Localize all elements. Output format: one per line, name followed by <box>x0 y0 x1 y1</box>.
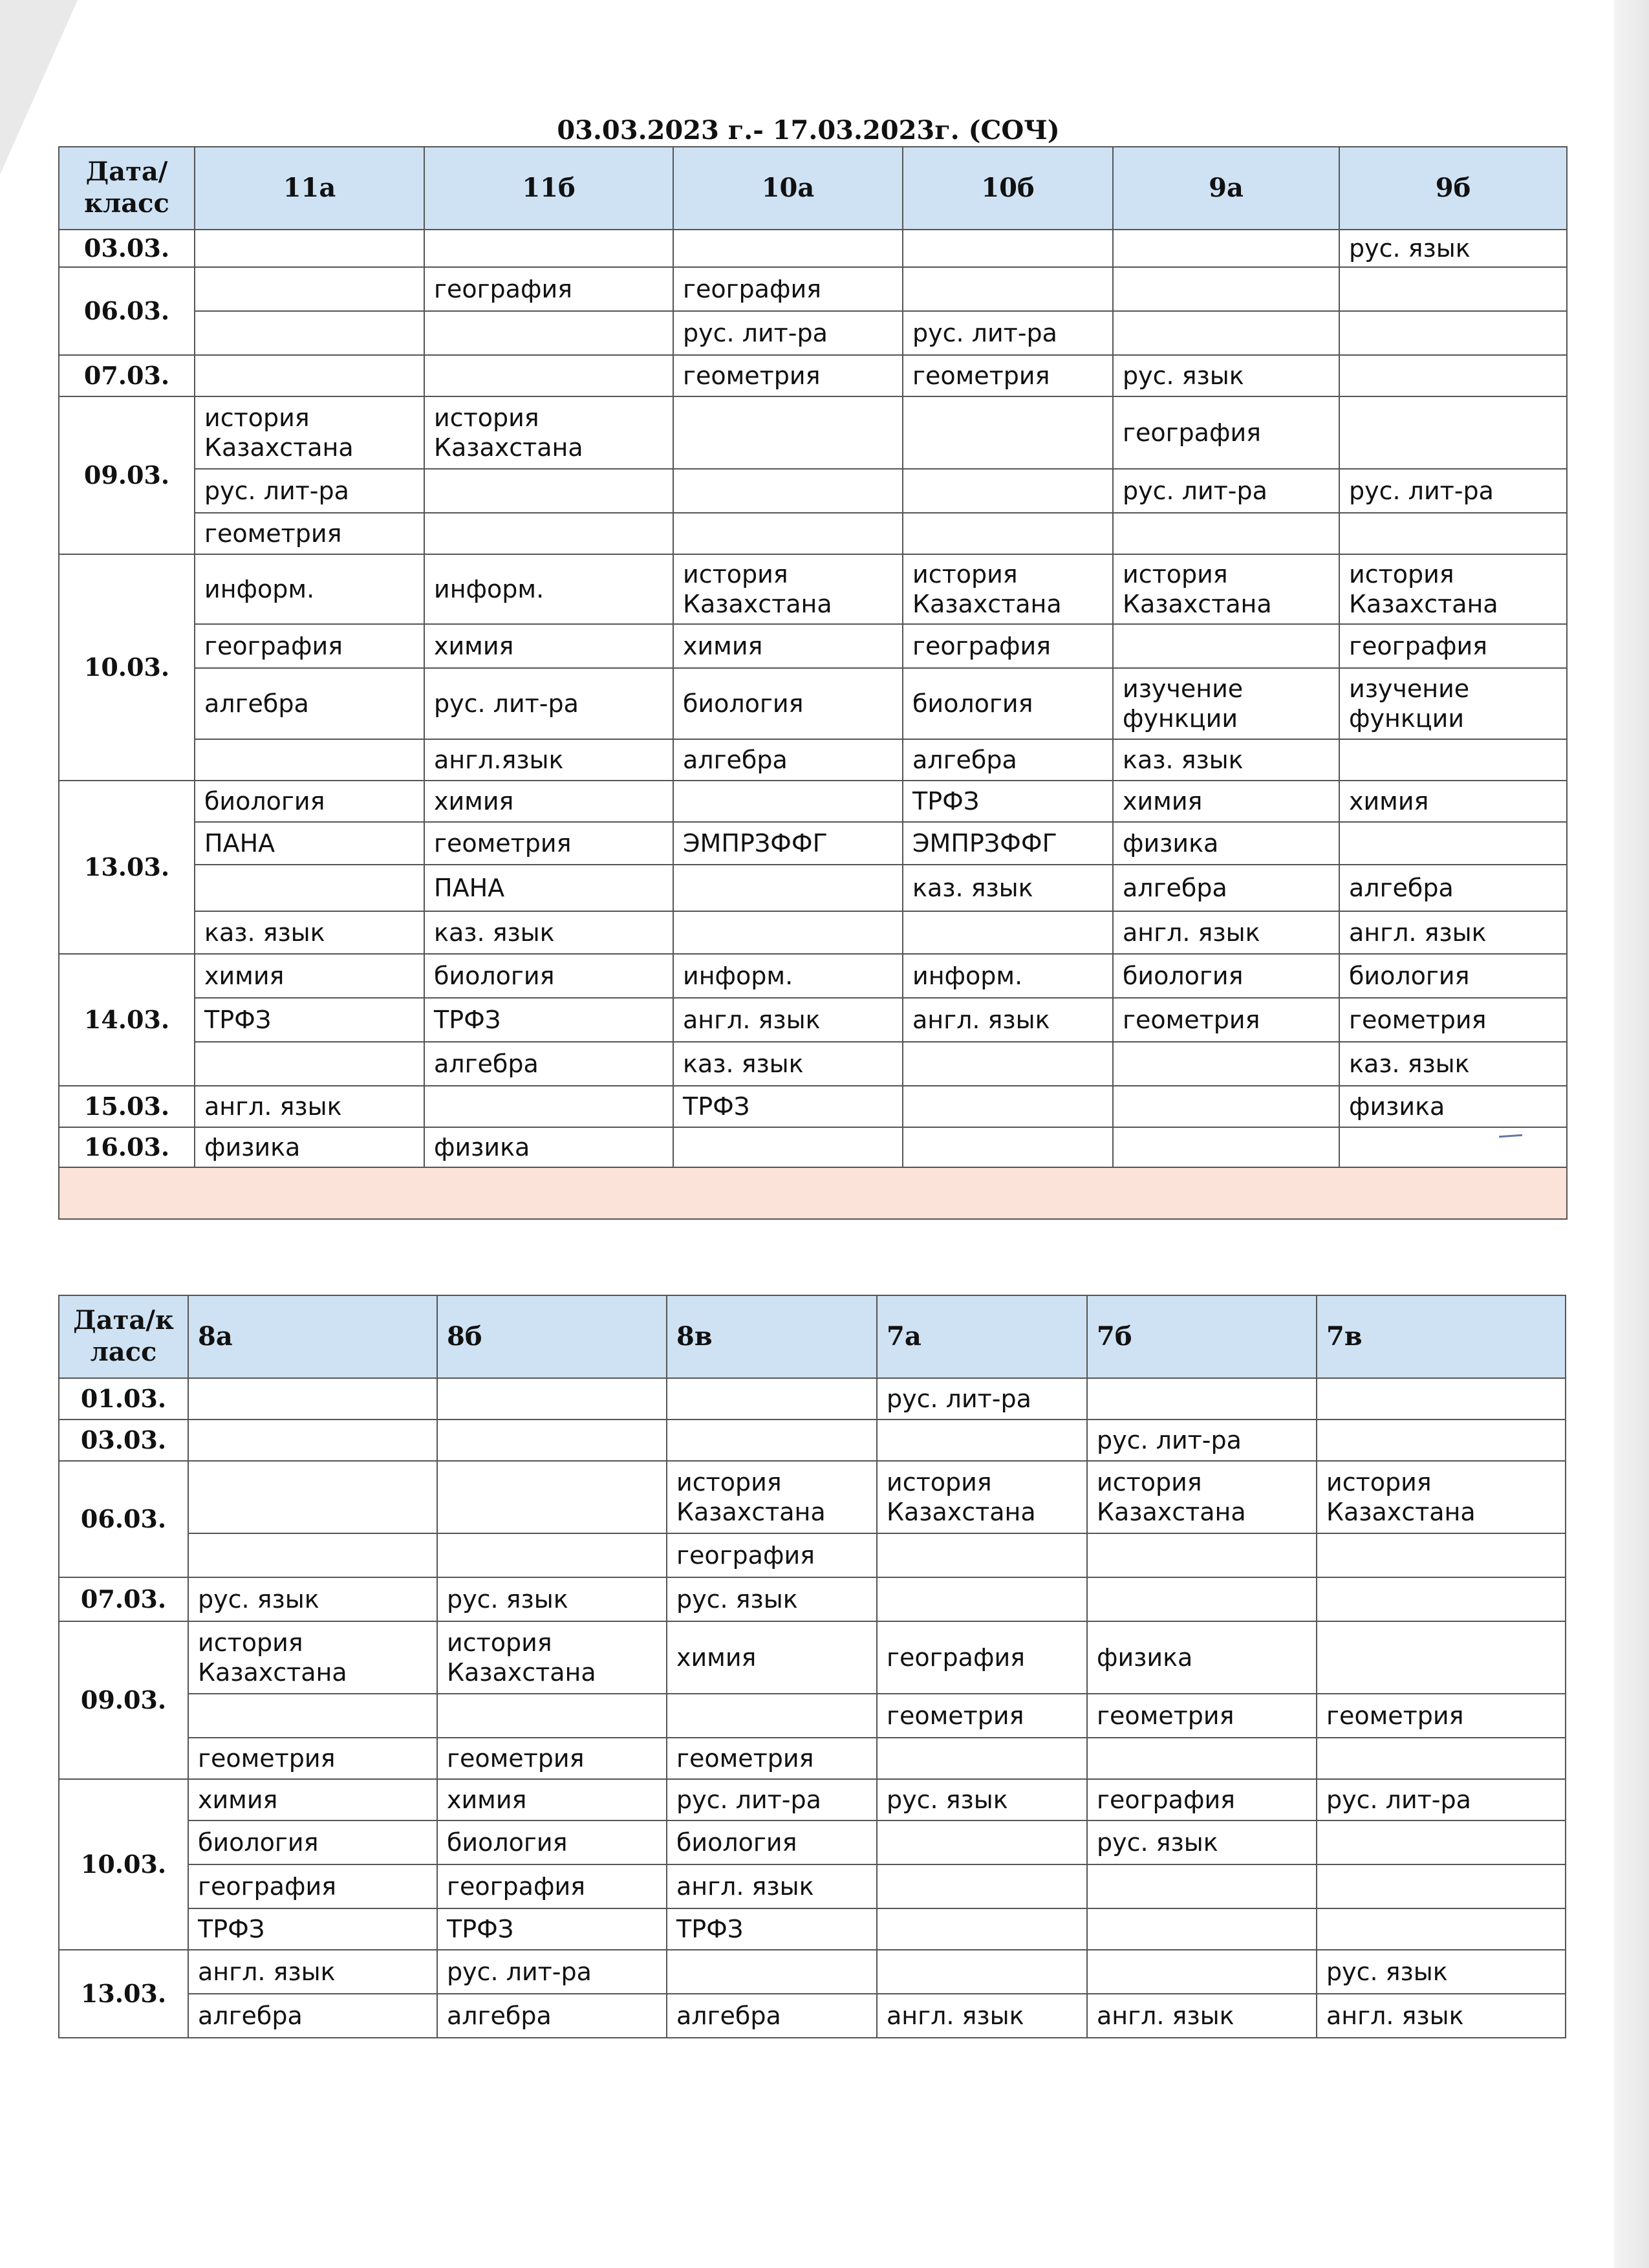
table-row <box>59 911 1567 954</box>
column-header-class: 8в <box>667 1295 877 1378</box>
subject-cell <box>667 1694 877 1738</box>
subject-cell: ТРФЗ <box>437 1908 667 1950</box>
subject-cell: химия <box>437 1779 667 1820</box>
date-cell: 15.03. <box>59 1086 195 1127</box>
subject-cell <box>877 1864 1087 1908</box>
subject-cell <box>437 1461 667 1533</box>
subject-cell <box>673 469 903 513</box>
subject-cell <box>188 1533 437 1577</box>
table-row <box>59 865 1567 911</box>
subject-cell <box>667 1950 877 1994</box>
subject-cell <box>877 1533 1087 1577</box>
subject-cell: геометрия <box>437 1738 667 1779</box>
subject-cell: история Казахстана <box>424 396 673 469</box>
subject-cell: геометрия <box>195 513 424 554</box>
subject-cell <box>1339 1127 1567 1167</box>
subject-cell: рус. лит-ра <box>1317 1779 1566 1820</box>
subject-cell: химия <box>673 624 903 668</box>
subject-cell <box>877 1950 1087 1994</box>
subject-cell: ТРФЗ <box>903 781 1113 822</box>
subject-cell: ТРФЗ <box>188 1908 437 1950</box>
table-row <box>59 554 1567 624</box>
subject-cell <box>673 1127 903 1167</box>
subject-cell <box>1087 1908 1317 1950</box>
table-row <box>59 1820 1566 1864</box>
subject-cell: рус. лит-ра <box>424 668 673 739</box>
subject-cell <box>1113 230 1339 267</box>
date-cell: 10.03. <box>59 554 195 781</box>
subject-cell: рус. лит-ра <box>667 1779 877 1820</box>
subject-cell <box>673 865 903 911</box>
subject-cell: геометрия <box>903 355 1113 396</box>
table-row <box>59 1694 1566 1738</box>
subject-cell <box>1113 1042 1339 1086</box>
subject-cell: англ. язык <box>1339 911 1567 954</box>
subject-cell: биология <box>437 1820 667 1864</box>
subject-cell <box>195 1042 424 1086</box>
subject-cell <box>1113 513 1339 554</box>
column-header-class: 7а <box>877 1295 1087 1378</box>
subject-cell: алгебра <box>424 1042 673 1086</box>
subject-cell <box>903 267 1113 311</box>
subject-cell <box>1317 1820 1566 1864</box>
date-cell: 09.03. <box>59 1621 188 1779</box>
subject-cell <box>424 230 673 267</box>
subject-cell: рус. лит-ра <box>1113 469 1339 513</box>
subject-cell <box>667 1378 877 1420</box>
subject-cell: география <box>188 1864 437 1908</box>
empty-highlight-cell <box>59 1167 1567 1219</box>
subject-cell <box>424 469 673 513</box>
subject-cell: рус. язык <box>1339 230 1567 267</box>
subject-cell: ТРФЗ <box>667 1908 877 1950</box>
subject-cell: история Казахстана <box>673 554 903 624</box>
subject-cell: рус. лит-ра <box>1087 1420 1317 1461</box>
table-row <box>59 1577 1566 1621</box>
subject-cell: рус. язык <box>188 1577 437 1621</box>
subject-cell: биология <box>424 954 673 998</box>
subject-cell: англ. язык <box>903 998 1113 1042</box>
column-header-class: 9б <box>1339 147 1567 230</box>
subject-cell: биология <box>1113 954 1339 998</box>
subject-cell <box>903 469 1113 513</box>
subject-cell <box>1113 624 1339 668</box>
subject-cell: англ. язык <box>195 1086 424 1127</box>
table-row <box>59 1533 1566 1577</box>
subject-cell: рус. язык <box>1087 1820 1317 1864</box>
table-row <box>59 739 1567 781</box>
subject-cell: ЭМПРЗФФГ <box>673 822 903 865</box>
subject-cell: алгебра <box>673 739 903 781</box>
subject-cell: биология <box>1339 954 1567 998</box>
subject-cell <box>195 230 424 267</box>
table-row <box>59 668 1567 739</box>
subject-cell: геометрия <box>1317 1694 1566 1738</box>
table-row <box>59 624 1567 668</box>
subject-cell: география <box>437 1864 667 1908</box>
subject-cell <box>195 267 424 311</box>
subject-cell <box>1339 513 1567 554</box>
subject-cell: алгебра <box>903 739 1113 781</box>
subject-cell: рус. язык <box>437 1577 667 1621</box>
subject-cell <box>903 1127 1113 1167</box>
document-title: 03.03.2023 г.- 17.03.2023г. (СОЧ) <box>557 115 1060 146</box>
subject-cell <box>1087 1533 1317 1577</box>
subject-cell: биология <box>188 1820 437 1864</box>
subject-cell: англ. язык <box>667 1864 877 1908</box>
subject-cell: физика <box>424 1127 673 1167</box>
subject-cell: изучение функции <box>1113 668 1339 739</box>
subject-cell: рус. язык <box>1113 355 1339 396</box>
subject-cell: ЭМПРЗФФГ <box>903 822 1113 865</box>
subject-cell <box>195 739 424 781</box>
subject-cell <box>877 1577 1087 1621</box>
subject-cell: рус. язык <box>877 1779 1087 1820</box>
subject-cell <box>1087 1577 1317 1621</box>
subject-cell <box>667 1420 877 1461</box>
subject-cell: ПАНА <box>424 865 673 911</box>
subject-cell: география <box>877 1621 1087 1694</box>
subject-cell: каз. язык <box>1339 1042 1567 1086</box>
table-row <box>59 1864 1566 1908</box>
subject-cell: геометрия <box>188 1738 437 1779</box>
subject-cell: англ. язык <box>877 1994 1087 2038</box>
subject-cell: информ. <box>424 554 673 624</box>
date-cell: 03.03. <box>59 230 195 267</box>
subject-cell <box>903 911 1113 954</box>
subject-cell <box>1317 1908 1566 1950</box>
table-row <box>59 1461 1566 1533</box>
subject-cell <box>1339 822 1567 865</box>
table-row <box>59 998 1567 1042</box>
column-header-date-class: Дата/ класс <box>59 147 195 230</box>
table-row <box>59 1378 1566 1420</box>
subject-cell <box>1339 355 1567 396</box>
table-row <box>59 513 1567 554</box>
subject-cell <box>1339 739 1567 781</box>
date-cell: 06.03. <box>59 1461 188 1577</box>
table-row <box>59 1779 1566 1820</box>
subject-cell: биология <box>903 668 1113 739</box>
table-row <box>59 311 1567 355</box>
subject-cell: химия <box>195 954 424 998</box>
subject-cell: каз. язык <box>903 865 1113 911</box>
subject-cell <box>877 1820 1087 1864</box>
subject-cell: химия <box>424 781 673 822</box>
subject-cell <box>1087 1950 1317 1994</box>
subject-cell <box>1317 1533 1566 1577</box>
subject-cell: география <box>1339 624 1567 668</box>
table-row <box>59 1994 1566 2038</box>
subject-cell: геометрия <box>667 1738 877 1779</box>
subject-cell <box>188 1461 437 1533</box>
subject-cell <box>1317 1864 1566 1908</box>
subject-cell: физика <box>195 1127 424 1167</box>
subject-cell: каз. язык <box>673 1042 903 1086</box>
subject-cell: химия <box>667 1621 877 1694</box>
subject-cell <box>1087 1864 1317 1908</box>
table-row <box>59 1420 1566 1461</box>
subject-cell: геометрия <box>1339 998 1567 1042</box>
subject-cell <box>1317 1621 1566 1694</box>
column-header-class: 11б <box>424 147 673 230</box>
subject-cell: физика <box>1113 822 1339 865</box>
column-header-date-class: Дата/к ласс <box>59 1295 188 1378</box>
subject-cell <box>1317 1420 1566 1461</box>
subject-cell <box>1113 1127 1339 1167</box>
subject-cell: история Казахстана <box>877 1461 1087 1533</box>
subject-cell: геометрия <box>1113 998 1339 1042</box>
subject-cell: география <box>903 624 1113 668</box>
table-row <box>59 1127 1567 1167</box>
subject-cell: англ. язык <box>1317 1994 1566 2038</box>
subject-cell: физика <box>1339 1086 1567 1127</box>
header-row <box>59 147 1567 230</box>
subject-cell: ТРФЗ <box>424 998 673 1042</box>
subject-cell <box>673 781 903 822</box>
subject-cell: география <box>1087 1779 1317 1820</box>
subject-cell: химия <box>1113 781 1339 822</box>
subject-cell: алгебра <box>437 1994 667 2038</box>
subject-cell: англ. язык <box>1087 1994 1317 2038</box>
subject-cell: история Казахстана <box>1317 1461 1566 1533</box>
subject-cell: география <box>667 1533 877 1577</box>
column-header-class: 10а <box>673 147 903 230</box>
subject-cell <box>673 513 903 554</box>
subject-cell: информ. <box>673 954 903 998</box>
table-row <box>59 822 1567 865</box>
subject-cell <box>1113 311 1339 355</box>
subject-cell <box>437 1533 667 1577</box>
subject-cell: история Казахстана <box>1087 1461 1317 1533</box>
table-row <box>59 1042 1567 1086</box>
subject-cell: рус. лит-ра <box>877 1378 1087 1420</box>
date-cell: 10.03. <box>59 1779 188 1950</box>
subject-cell: геометрия <box>424 822 673 865</box>
subject-cell: каз. язык <box>424 911 673 954</box>
table-row <box>59 1086 1567 1127</box>
subject-cell <box>673 396 903 469</box>
table-row <box>59 355 1567 396</box>
subject-cell <box>424 311 673 355</box>
subject-cell: алгебра <box>667 1994 877 2038</box>
table-row <box>59 267 1567 311</box>
subject-cell: ТРФЗ <box>673 1086 903 1127</box>
subject-cell <box>1317 1577 1566 1621</box>
subject-cell: история Казахстана <box>1113 554 1339 624</box>
subject-cell: химия <box>424 624 673 668</box>
subject-cell <box>877 1908 1087 1950</box>
table-row <box>59 781 1567 822</box>
column-header-class: 7б <box>1087 1295 1317 1378</box>
subject-cell: рус. лит-ра <box>903 311 1113 355</box>
column-header-class: 8а <box>188 1295 437 1378</box>
subject-cell: биология <box>195 781 424 822</box>
subject-cell: информ. <box>903 954 1113 998</box>
subject-cell: англ.язык <box>424 739 673 781</box>
date-cell: 03.03. <box>59 1420 188 1461</box>
subject-cell <box>437 1694 667 1738</box>
subject-cell: каз. язык <box>1113 739 1339 781</box>
subject-cell <box>877 1738 1087 1779</box>
page-edge <box>1614 0 1649 2268</box>
subject-cell <box>195 355 424 396</box>
subject-cell <box>1087 1378 1317 1420</box>
subject-cell <box>1339 267 1567 311</box>
subject-cell <box>903 396 1113 469</box>
subject-cell: рус. лит-ра <box>437 1950 667 1994</box>
subject-cell <box>188 1694 437 1738</box>
subject-cell <box>1317 1738 1566 1779</box>
subject-cell: история Казахстана <box>188 1621 437 1694</box>
column-header-class: 7в <box>1317 1295 1566 1378</box>
date-cell: 13.03. <box>59 781 195 954</box>
subject-cell: алгебра <box>195 668 424 739</box>
subject-cell: география <box>673 267 903 311</box>
subject-cell: история Казахстана <box>903 554 1113 624</box>
table-row <box>59 1738 1566 1779</box>
subject-cell <box>424 355 673 396</box>
subject-cell: история Казахстана <box>437 1621 667 1694</box>
subject-cell <box>188 1378 437 1420</box>
subject-cell: геометрия <box>1087 1694 1317 1738</box>
date-cell: 16.03. <box>59 1127 195 1167</box>
subject-cell <box>877 1420 1087 1461</box>
subject-cell: англ. язык <box>673 998 903 1042</box>
column-header-class: 11а <box>195 147 424 230</box>
subject-cell <box>1113 267 1339 311</box>
subject-cell: история Казахстана <box>667 1461 877 1533</box>
subject-cell: география <box>424 267 673 311</box>
subject-cell: геометрия <box>673 355 903 396</box>
table-row <box>59 1950 1566 1994</box>
subject-cell: химия <box>1339 781 1567 822</box>
subject-cell <box>437 1420 667 1461</box>
date-cell: 06.03. <box>59 267 195 355</box>
column-header-class: 8б <box>437 1295 667 1378</box>
table-row <box>59 230 1567 267</box>
subject-cell: биология <box>667 1820 877 1864</box>
subject-cell <box>195 311 424 355</box>
subject-cell: алгебра <box>188 1994 437 2038</box>
subject-cell: рус. язык <box>1317 1950 1566 1994</box>
subject-cell: изучение функции <box>1339 668 1567 739</box>
subject-cell <box>1317 1378 1566 1420</box>
date-cell: 07.03. <box>59 355 195 396</box>
subject-cell: история Казахстана <box>1339 554 1567 624</box>
subject-cell: информ. <box>195 554 424 624</box>
subject-cell: алгебра <box>1339 865 1567 911</box>
subject-cell <box>424 513 673 554</box>
subject-cell: рус. лит-ра <box>673 311 903 355</box>
table-row <box>59 396 1567 469</box>
column-header-class: 9а <box>1113 147 1339 230</box>
table-row <box>59 1908 1566 1950</box>
table-row <box>59 954 1567 998</box>
subject-cell <box>903 1086 1113 1127</box>
subject-cell: химия <box>188 1779 437 1820</box>
date-cell: 14.03. <box>59 954 195 1086</box>
column-header-class: 10б <box>903 147 1113 230</box>
subject-cell: ПАНА <box>195 822 424 865</box>
subject-cell <box>1339 311 1567 355</box>
schedule-table-junior <box>58 1295 1566 2038</box>
subject-cell <box>903 1042 1113 1086</box>
subject-cell: ТРФЗ <box>195 998 424 1042</box>
subject-cell: рус. язык <box>667 1577 877 1621</box>
date-cell: 01.03. <box>59 1378 188 1420</box>
subject-cell <box>903 230 1113 267</box>
subject-cell <box>673 230 903 267</box>
subject-cell: история Казахстана <box>195 396 424 469</box>
subject-cell: англ. язык <box>188 1950 437 1994</box>
subject-cell <box>195 865 424 911</box>
subject-cell: география <box>1113 396 1339 469</box>
subject-cell: биология <box>673 668 903 739</box>
subject-cell <box>1087 1738 1317 1779</box>
subject-cell: рус. лит-ра <box>195 469 424 513</box>
subject-cell <box>1339 396 1567 469</box>
date-cell: 09.03. <box>59 396 195 554</box>
header-row <box>59 1295 1566 1378</box>
subject-cell <box>1113 1086 1339 1127</box>
subject-cell: англ. язык <box>1113 911 1339 954</box>
schedule-table-senior <box>58 146 1568 1220</box>
subject-cell: география <box>195 624 424 668</box>
subject-cell <box>673 911 903 954</box>
subject-cell: геометрия <box>877 1694 1087 1738</box>
table-row <box>59 1621 1566 1694</box>
date-cell: 13.03. <box>59 1950 188 2038</box>
table-row <box>59 469 1567 513</box>
subject-cell: каз. язык <box>195 911 424 954</box>
subject-cell: физика <box>1087 1621 1317 1694</box>
highlight-row <box>59 1167 1567 1219</box>
subject-cell: алгебра <box>1113 865 1339 911</box>
subject-cell <box>437 1378 667 1420</box>
date-cell: 07.03. <box>59 1577 188 1621</box>
subject-cell <box>903 513 1113 554</box>
subject-cell <box>188 1420 437 1461</box>
subject-cell: рус. лит-ра <box>1339 469 1567 513</box>
subject-cell <box>424 1086 673 1127</box>
